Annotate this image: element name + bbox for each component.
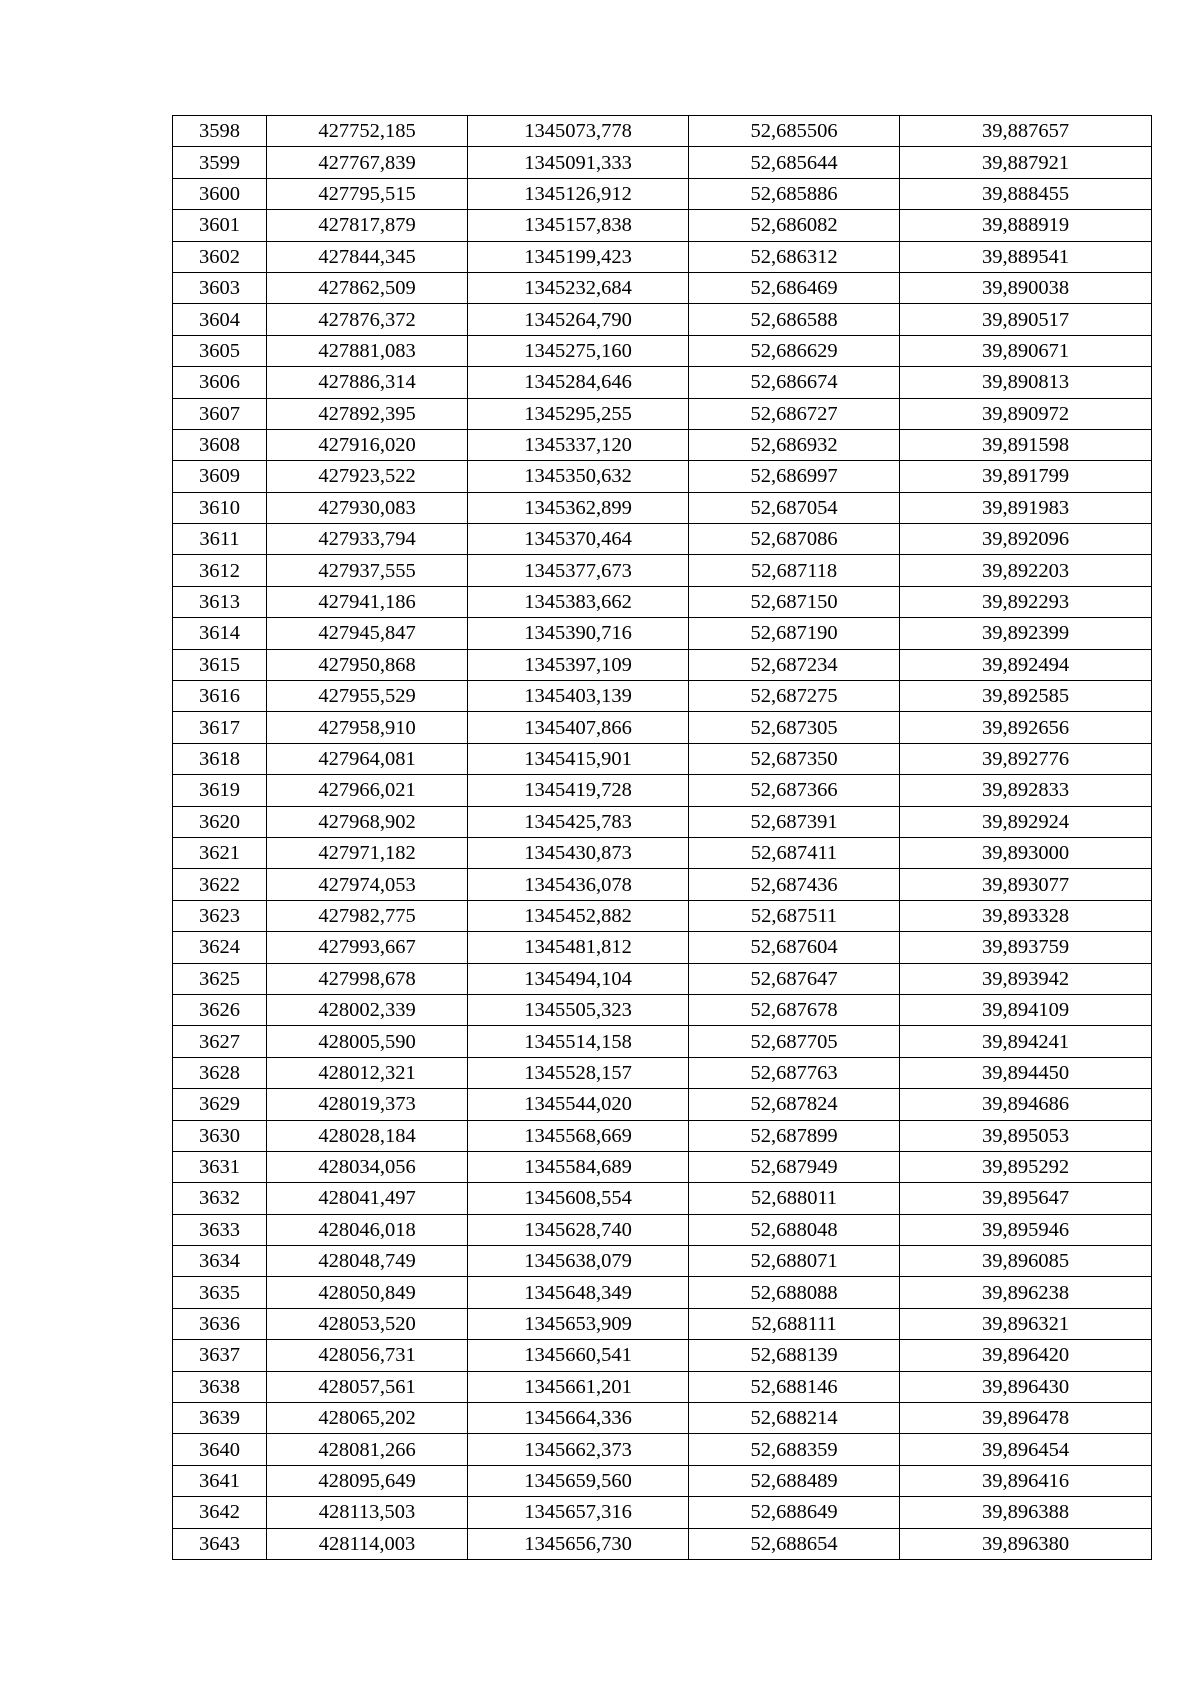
- longitude-cell: 39,890813: [900, 367, 1152, 398]
- longitude-cell: 39,892776: [900, 743, 1152, 774]
- point-number-cell: 3606: [173, 367, 267, 398]
- x-coordinate-cell: 427968,902: [267, 806, 468, 837]
- longitude-cell: 39,896430: [900, 1371, 1152, 1402]
- latitude-cell: 52,687305: [689, 712, 900, 743]
- latitude-cell: 52,685506: [689, 116, 900, 147]
- longitude-cell: 39,892833: [900, 775, 1152, 806]
- point-number-cell: 3630: [173, 1120, 267, 1151]
- table-row: [173, 586, 1152, 617]
- x-coordinate-cell: 428113,503: [267, 1497, 468, 1528]
- y-coordinate-cell: 1345638,079: [468, 1246, 689, 1277]
- table-row: [173, 116, 1152, 147]
- longitude-cell: 39,892096: [900, 524, 1152, 555]
- table-row: [173, 1214, 1152, 1245]
- y-coordinate-cell: 1345662,373: [468, 1434, 689, 1465]
- y-coordinate-cell: 1345648,349: [468, 1277, 689, 1308]
- longitude-cell: 39,888919: [900, 210, 1152, 241]
- y-coordinate-cell: 1345295,255: [468, 398, 689, 429]
- x-coordinate-cell: 427881,083: [267, 335, 468, 366]
- latitude-cell: 52,688654: [689, 1528, 900, 1559]
- table-row: [173, 429, 1152, 460]
- table-row: [173, 147, 1152, 178]
- point-number-cell: 3608: [173, 429, 267, 460]
- y-coordinate-cell: 1345407,866: [468, 712, 689, 743]
- table-row: [173, 1528, 1152, 1559]
- x-coordinate-cell: 428050,849: [267, 1277, 468, 1308]
- longitude-cell: 39,892924: [900, 806, 1152, 837]
- x-coordinate-cell: 428057,561: [267, 1371, 468, 1402]
- point-number-cell: 3614: [173, 618, 267, 649]
- latitude-cell: 52,688048: [689, 1214, 900, 1245]
- x-coordinate-cell: 428012,321: [267, 1057, 468, 1088]
- latitude-cell: 52,688011: [689, 1183, 900, 1214]
- y-coordinate-cell: 1345494,104: [468, 963, 689, 994]
- longitude-cell: 39,896388: [900, 1497, 1152, 1528]
- y-coordinate-cell: 1345608,554: [468, 1183, 689, 1214]
- longitude-cell: 39,892656: [900, 712, 1152, 743]
- x-coordinate-cell: 427974,053: [267, 869, 468, 900]
- y-coordinate-cell: 1345544,020: [468, 1089, 689, 1120]
- longitude-cell: 39,896380: [900, 1528, 1152, 1559]
- latitude-cell: 52,685886: [689, 178, 900, 209]
- y-coordinate-cell: 1345390,716: [468, 618, 689, 649]
- x-coordinate-cell: 428114,003: [267, 1528, 468, 1559]
- latitude-cell: 52,687234: [689, 649, 900, 680]
- latitude-cell: 52,687086: [689, 524, 900, 555]
- longitude-cell: 39,888455: [900, 178, 1152, 209]
- point-number-cell: 3635: [173, 1277, 267, 1308]
- x-coordinate-cell: 427862,509: [267, 272, 468, 303]
- x-coordinate-cell: 427752,185: [267, 116, 468, 147]
- point-number-cell: 3621: [173, 837, 267, 868]
- point-number-cell: 3617: [173, 712, 267, 743]
- point-number-cell: 3640: [173, 1434, 267, 1465]
- y-coordinate-cell: 1345126,912: [468, 178, 689, 209]
- longitude-cell: 39,892203: [900, 555, 1152, 586]
- table-row: [173, 1308, 1152, 1339]
- x-coordinate-cell: 428019,373: [267, 1089, 468, 1120]
- latitude-cell: 52,687366: [689, 775, 900, 806]
- point-number-cell: 3600: [173, 178, 267, 209]
- table-row: [173, 1497, 1152, 1528]
- point-number-cell: 3602: [173, 241, 267, 272]
- table-row: [173, 649, 1152, 680]
- longitude-cell: 39,890671: [900, 335, 1152, 366]
- x-coordinate-cell: 427886,314: [267, 367, 468, 398]
- longitude-cell: 39,891799: [900, 461, 1152, 492]
- x-coordinate-cell: 427993,667: [267, 932, 468, 963]
- y-coordinate-cell: 1345664,336: [468, 1403, 689, 1434]
- y-coordinate-cell: 1345157,838: [468, 210, 689, 241]
- y-coordinate-cell: 1345528,157: [468, 1057, 689, 1088]
- x-coordinate-cell: 428041,497: [267, 1183, 468, 1214]
- y-coordinate-cell: 1345397,109: [468, 649, 689, 680]
- y-coordinate-cell: 1345362,899: [468, 492, 689, 523]
- longitude-cell: 39,896420: [900, 1340, 1152, 1371]
- longitude-cell: 39,892494: [900, 649, 1152, 680]
- latitude-cell: 52,688071: [689, 1246, 900, 1277]
- table-row: [173, 712, 1152, 743]
- latitude-cell: 52,685644: [689, 147, 900, 178]
- x-coordinate-cell: 427930,083: [267, 492, 468, 523]
- latitude-cell: 52,686727: [689, 398, 900, 429]
- longitude-cell: 39,893000: [900, 837, 1152, 868]
- point-number-cell: 3638: [173, 1371, 267, 1402]
- point-number-cell: 3639: [173, 1403, 267, 1434]
- table-row: [173, 1026, 1152, 1057]
- y-coordinate-cell: 1345657,316: [468, 1497, 689, 1528]
- point-number-cell: 3620: [173, 806, 267, 837]
- y-coordinate-cell: 1345403,139: [468, 681, 689, 712]
- latitude-cell: 52,686674: [689, 367, 900, 398]
- point-number-cell: 3633: [173, 1214, 267, 1245]
- point-number-cell: 3631: [173, 1151, 267, 1182]
- point-number-cell: 3637: [173, 1340, 267, 1371]
- table-row: [173, 461, 1152, 492]
- longitude-cell: 39,893328: [900, 900, 1152, 931]
- longitude-cell: 39,896478: [900, 1403, 1152, 1434]
- latitude-cell: 52,688088: [689, 1277, 900, 1308]
- point-number-cell: 3613: [173, 586, 267, 617]
- y-coordinate-cell: 1345584,689: [468, 1151, 689, 1182]
- longitude-cell: 39,895946: [900, 1214, 1152, 1245]
- latitude-cell: 52,686997: [689, 461, 900, 492]
- longitude-cell: 39,896085: [900, 1246, 1152, 1277]
- table-row: [173, 241, 1152, 272]
- y-coordinate-cell: 1345661,201: [468, 1371, 689, 1402]
- point-number-cell: 3605: [173, 335, 267, 366]
- x-coordinate-cell: 427876,372: [267, 304, 468, 335]
- x-coordinate-cell: 427937,555: [267, 555, 468, 586]
- point-number-cell: 3622: [173, 869, 267, 900]
- table-row: [173, 1277, 1152, 1308]
- x-coordinate-cell: 427982,775: [267, 900, 468, 931]
- table-row: [173, 398, 1152, 429]
- longitude-cell: 39,896321: [900, 1308, 1152, 1339]
- latitude-cell: 52,687350: [689, 743, 900, 774]
- table-row: [173, 837, 1152, 868]
- latitude-cell: 52,687949: [689, 1151, 900, 1182]
- longitude-cell: 39,896238: [900, 1277, 1152, 1308]
- y-coordinate-cell: 1345383,662: [468, 586, 689, 617]
- table-row: [173, 492, 1152, 523]
- y-coordinate-cell: 1345199,423: [468, 241, 689, 272]
- table-row: [173, 775, 1152, 806]
- latitude-cell: 52,686312: [689, 241, 900, 272]
- longitude-cell: 39,896416: [900, 1465, 1152, 1496]
- latitude-cell: 52,687275: [689, 681, 900, 712]
- latitude-cell: 52,687411: [689, 837, 900, 868]
- x-coordinate-cell: 428048,749: [267, 1246, 468, 1277]
- point-number-cell: 3634: [173, 1246, 267, 1277]
- table-row: [173, 524, 1152, 555]
- latitude-cell: 52,686932: [689, 429, 900, 460]
- x-coordinate-cell: 427971,182: [267, 837, 468, 868]
- table-row: [173, 1151, 1152, 1182]
- x-coordinate-cell: 428028,184: [267, 1120, 468, 1151]
- y-coordinate-cell: 1345659,560: [468, 1465, 689, 1496]
- point-number-cell: 3643: [173, 1528, 267, 1559]
- y-coordinate-cell: 1345337,120: [468, 429, 689, 460]
- point-number-cell: 3625: [173, 963, 267, 994]
- table-row: [173, 367, 1152, 398]
- table-row: [173, 806, 1152, 837]
- point-number-cell: 3636: [173, 1308, 267, 1339]
- x-coordinate-cell: 427941,186: [267, 586, 468, 617]
- longitude-cell: 39,890972: [900, 398, 1152, 429]
- table-row: [173, 1465, 1152, 1496]
- table-row: [173, 555, 1152, 586]
- point-number-cell: 3628: [173, 1057, 267, 1088]
- point-number-cell: 3612: [173, 555, 267, 586]
- x-coordinate-cell: 427916,020: [267, 429, 468, 460]
- point-number-cell: 3642: [173, 1497, 267, 1528]
- point-number-cell: 3598: [173, 116, 267, 147]
- latitude-cell: 52,686082: [689, 210, 900, 241]
- point-number-cell: 3632: [173, 1183, 267, 1214]
- longitude-cell: 39,890517: [900, 304, 1152, 335]
- table-row: [173, 1183, 1152, 1214]
- table-row: [173, 1403, 1152, 1434]
- x-coordinate-cell: 428005,590: [267, 1026, 468, 1057]
- table-row: [173, 994, 1152, 1025]
- latitude-cell: 52,687824: [689, 1089, 900, 1120]
- longitude-cell: 39,895647: [900, 1183, 1152, 1214]
- x-coordinate-cell: 428053,520: [267, 1308, 468, 1339]
- x-coordinate-cell: 427892,395: [267, 398, 468, 429]
- table-row: [173, 304, 1152, 335]
- y-coordinate-cell: 1345656,730: [468, 1528, 689, 1559]
- latitude-cell: 52,687150: [689, 586, 900, 617]
- y-coordinate-cell: 1345284,646: [468, 367, 689, 398]
- point-number-cell: 3615: [173, 649, 267, 680]
- longitude-cell: 39,894241: [900, 1026, 1152, 1057]
- point-number-cell: 3623: [173, 900, 267, 931]
- latitude-cell: 52,688214: [689, 1403, 900, 1434]
- table-row: [173, 1340, 1152, 1371]
- point-number-cell: 3607: [173, 398, 267, 429]
- x-coordinate-cell: 427933,794: [267, 524, 468, 555]
- y-coordinate-cell: 1345660,541: [468, 1340, 689, 1371]
- x-coordinate-cell: 428095,649: [267, 1465, 468, 1496]
- table-row: [173, 1246, 1152, 1277]
- latitude-cell: 52,687705: [689, 1026, 900, 1057]
- latitude-cell: 52,687118: [689, 555, 900, 586]
- point-number-cell: 3603: [173, 272, 267, 303]
- table-row: [173, 210, 1152, 241]
- latitude-cell: 52,687678: [689, 994, 900, 1025]
- latitude-cell: 52,688649: [689, 1497, 900, 1528]
- table-row: [173, 618, 1152, 649]
- x-coordinate-cell: 427964,081: [267, 743, 468, 774]
- longitude-cell: 39,892293: [900, 586, 1152, 617]
- coordinates-table: [172, 115, 1152, 1560]
- longitude-cell: 39,893759: [900, 932, 1152, 963]
- longitude-cell: 39,893077: [900, 869, 1152, 900]
- longitude-cell: 39,892399: [900, 618, 1152, 649]
- x-coordinate-cell: 428056,731: [267, 1340, 468, 1371]
- y-coordinate-cell: 1345275,160: [468, 335, 689, 366]
- latitude-cell: 52,688489: [689, 1465, 900, 1496]
- x-coordinate-cell: 427955,529: [267, 681, 468, 712]
- latitude-cell: 52,687190: [689, 618, 900, 649]
- point-number-cell: 3610: [173, 492, 267, 523]
- table-row: [173, 681, 1152, 712]
- y-coordinate-cell: 1345232,684: [468, 272, 689, 303]
- point-number-cell: 3609: [173, 461, 267, 492]
- point-number-cell: 3618: [173, 743, 267, 774]
- y-coordinate-cell: 1345091,333: [468, 147, 689, 178]
- longitude-cell: 39,894686: [900, 1089, 1152, 1120]
- table-row: [173, 900, 1152, 931]
- latitude-cell: 52,687604: [689, 932, 900, 963]
- latitude-cell: 52,688146: [689, 1371, 900, 1402]
- y-coordinate-cell: 1345264,790: [468, 304, 689, 335]
- latitude-cell: 52,688111: [689, 1308, 900, 1339]
- x-coordinate-cell: 427950,868: [267, 649, 468, 680]
- y-coordinate-cell: 1345568,669: [468, 1120, 689, 1151]
- table-row: [173, 1057, 1152, 1088]
- latitude-cell: 52,686469: [689, 272, 900, 303]
- x-coordinate-cell: 427795,515: [267, 178, 468, 209]
- latitude-cell: 52,688359: [689, 1434, 900, 1465]
- point-number-cell: 3619: [173, 775, 267, 806]
- y-coordinate-cell: 1345505,323: [468, 994, 689, 1025]
- point-number-cell: 3599: [173, 147, 267, 178]
- table-row: [173, 1089, 1152, 1120]
- y-coordinate-cell: 1345415,901: [468, 743, 689, 774]
- point-number-cell: 3629: [173, 1089, 267, 1120]
- y-coordinate-cell: 1345419,728: [468, 775, 689, 806]
- table-row: [173, 1120, 1152, 1151]
- x-coordinate-cell: 427958,910: [267, 712, 468, 743]
- longitude-cell: 39,893942: [900, 963, 1152, 994]
- y-coordinate-cell: 1345370,464: [468, 524, 689, 555]
- point-number-cell: 3641: [173, 1465, 267, 1496]
- y-coordinate-cell: 1345073,778: [468, 116, 689, 147]
- point-number-cell: 3604: [173, 304, 267, 335]
- table-row: [173, 869, 1152, 900]
- x-coordinate-cell: 428034,056: [267, 1151, 468, 1182]
- longitude-cell: 39,894109: [900, 994, 1152, 1025]
- table-row: [173, 272, 1152, 303]
- table-row: [173, 178, 1152, 209]
- longitude-cell: 39,891598: [900, 429, 1152, 460]
- table-row: [173, 1371, 1152, 1402]
- y-coordinate-cell: 1345481,812: [468, 932, 689, 963]
- y-coordinate-cell: 1345430,873: [468, 837, 689, 868]
- latitude-cell: 52,686629: [689, 335, 900, 366]
- y-coordinate-cell: 1345653,909: [468, 1308, 689, 1339]
- y-coordinate-cell: 1345425,783: [468, 806, 689, 837]
- latitude-cell: 52,687647: [689, 963, 900, 994]
- table-row: [173, 1434, 1152, 1465]
- x-coordinate-cell: 427998,678: [267, 963, 468, 994]
- latitude-cell: 52,687391: [689, 806, 900, 837]
- latitude-cell: 52,687436: [689, 869, 900, 900]
- x-coordinate-cell: 428046,018: [267, 1214, 468, 1245]
- table-row: [173, 743, 1152, 774]
- latitude-cell: 52,687899: [689, 1120, 900, 1151]
- longitude-cell: 39,895053: [900, 1120, 1152, 1151]
- longitude-cell: 39,890038: [900, 272, 1152, 303]
- longitude-cell: 39,894450: [900, 1057, 1152, 1088]
- latitude-cell: 52,687054: [689, 492, 900, 523]
- point-number-cell: 3627: [173, 1026, 267, 1057]
- coordinates-table-body: [173, 116, 1152, 1560]
- y-coordinate-cell: 1345350,632: [468, 461, 689, 492]
- longitude-cell: 39,889541: [900, 241, 1152, 272]
- x-coordinate-cell: 427945,847: [267, 618, 468, 649]
- table-row: [173, 932, 1152, 963]
- longitude-cell: 39,891983: [900, 492, 1152, 523]
- point-number-cell: 3626: [173, 994, 267, 1025]
- y-coordinate-cell: 1345628,740: [468, 1214, 689, 1245]
- table-row: [173, 963, 1152, 994]
- point-number-cell: 3601: [173, 210, 267, 241]
- x-coordinate-cell: 427767,839: [267, 147, 468, 178]
- longitude-cell: 39,896454: [900, 1434, 1152, 1465]
- point-number-cell: 3611: [173, 524, 267, 555]
- longitude-cell: 39,895292: [900, 1151, 1152, 1182]
- point-number-cell: 3616: [173, 681, 267, 712]
- y-coordinate-cell: 1345436,078: [468, 869, 689, 900]
- y-coordinate-cell: 1345452,882: [468, 900, 689, 931]
- x-coordinate-cell: 428065,202: [267, 1403, 468, 1434]
- latitude-cell: 52,686588: [689, 304, 900, 335]
- y-coordinate-cell: 1345514,158: [468, 1026, 689, 1057]
- x-coordinate-cell: 427966,021: [267, 775, 468, 806]
- latitude-cell: 52,688139: [689, 1340, 900, 1371]
- longitude-cell: 39,892585: [900, 681, 1152, 712]
- x-coordinate-cell: 427817,879: [267, 210, 468, 241]
- x-coordinate-cell: 428081,266: [267, 1434, 468, 1465]
- point-number-cell: 3624: [173, 932, 267, 963]
- latitude-cell: 52,687511: [689, 900, 900, 931]
- table-row: [173, 335, 1152, 366]
- y-coordinate-cell: 1345377,673: [468, 555, 689, 586]
- x-coordinate-cell: 427923,522: [267, 461, 468, 492]
- x-coordinate-cell: 427844,345: [267, 241, 468, 272]
- x-coordinate-cell: 428002,339: [267, 994, 468, 1025]
- latitude-cell: 52,687763: [689, 1057, 900, 1088]
- longitude-cell: 39,887921: [900, 147, 1152, 178]
- longitude-cell: 39,887657: [900, 116, 1152, 147]
